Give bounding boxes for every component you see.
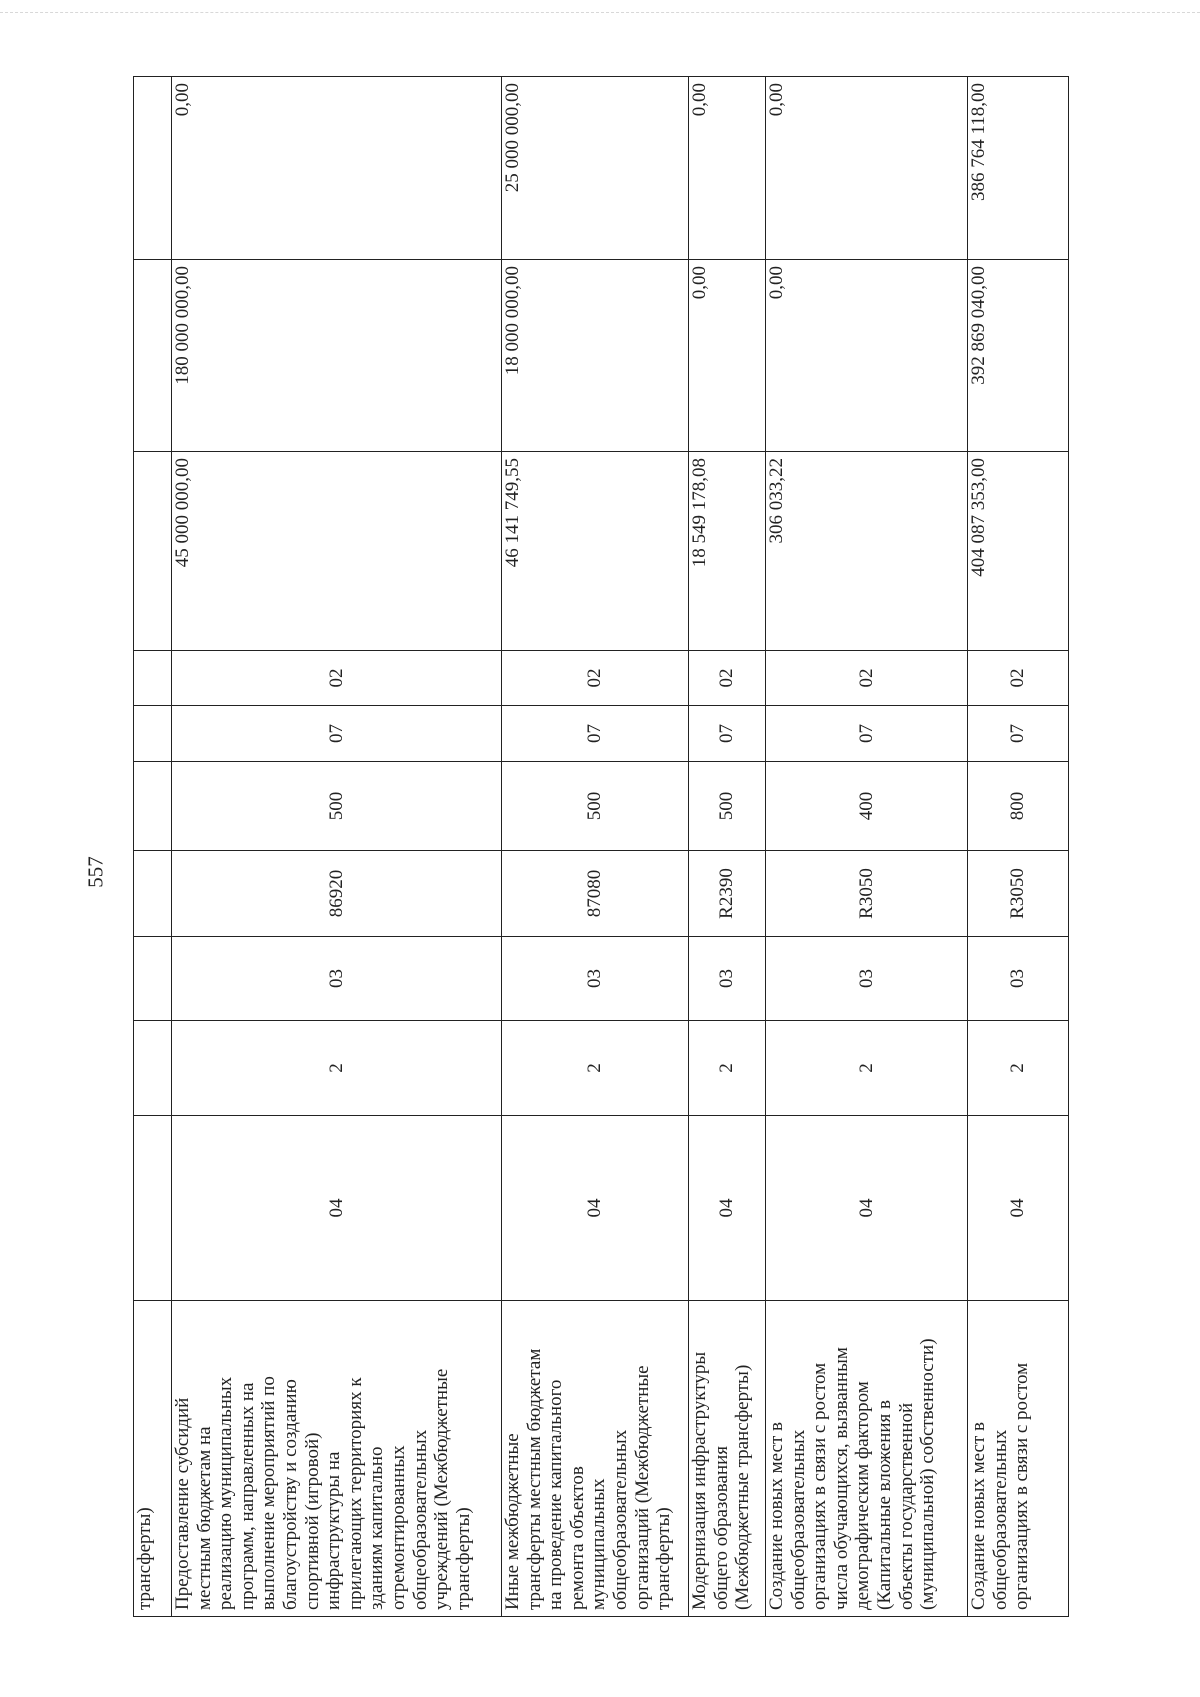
row-name-cell (968, 1301, 1069, 1617)
amount-cell (134, 260, 172, 452)
row-name-cell (502, 1301, 689, 1617)
code-cell: 400 (766, 762, 968, 851)
code-cell: 02 (968, 651, 1069, 706)
code-cell (134, 1116, 172, 1301)
row-name-text: Предоставление субсидий местным бюджетам на реализацию муниципальных программ, направленных на выполнение мероприятий по благоустройству и созданию спортивной (игровой) инфраструктуры на прилегающих территориях к зданиям капитально отремонтированных общеобразовательных учреждений (Межбюджетные трансферты) (172, 1368, 474, 1610)
amount-cell: 18 549 178,08 (689, 452, 766, 651)
row-name-text: Создание новых мест в общеобразовательных организациях в связи с ростом (968, 1362, 1033, 1610)
amount-cell: 404 087 353,00 (968, 452, 1069, 651)
row-name-text: трансферты) (134, 1507, 155, 1610)
table-row (502, 77, 689, 1617)
row-name-text: Создание новых мест в общеобразовательных организациях в связи с ростом числа обучающихся, вызванным демографическим фактором (Капитальные вложения в объекты государственной (муниципальной) собственности) (766, 1338, 939, 1610)
amount-cell: 25 000 000,00 (502, 77, 689, 260)
scan-edge-line (0, 12, 1200, 13)
code-cell: 07 (968, 706, 1069, 762)
code-cell: 03 (502, 937, 689, 1021)
code-cell: 02 (172, 651, 502, 706)
code-cell: 800 (968, 762, 1069, 851)
code-cell (134, 706, 172, 762)
code-cell: 500 (502, 762, 689, 851)
row-name-cell (134, 1301, 172, 1617)
code-cell: 04 (766, 1116, 968, 1301)
table-row (134, 77, 172, 1617)
code-cell: 500 (689, 762, 766, 851)
amount-cell: 392 869 040,00 (968, 260, 1069, 452)
amount-cell: 180 000 000,00 (172, 260, 502, 452)
amount-cell (134, 77, 172, 260)
code-cell: 03 (172, 937, 502, 1021)
code-cell (134, 762, 172, 851)
amount-cell: 45 000 000,00 (172, 452, 502, 651)
amount-cell (134, 452, 172, 651)
amount-cell: 386 764 118,00 (968, 77, 1069, 260)
code-cell: 02 (689, 651, 766, 706)
code-cell: 07 (172, 706, 502, 762)
row-name-cell (766, 1301, 968, 1617)
budget-table (133, 76, 1069, 1617)
code-cell: 02 (766, 651, 968, 706)
code-cell: 07 (766, 706, 968, 762)
code-cell: 03 (689, 937, 766, 1021)
table-row (968, 77, 1069, 1617)
code-cell (134, 851, 172, 937)
amount-cell: 0,00 (172, 77, 502, 260)
row-name-cell (689, 1301, 766, 1617)
code-cell: 2 (968, 1021, 1069, 1116)
amount-cell: 0,00 (766, 260, 968, 452)
code-cell: 04 (502, 1116, 689, 1301)
code-cell: 03 (766, 937, 968, 1021)
code-cell: 2 (689, 1021, 766, 1116)
code-cell: 500 (172, 762, 502, 851)
code-cell: R2390 (689, 851, 766, 937)
page-number: 557 (83, 856, 108, 888)
code-cell: 04 (968, 1116, 1069, 1301)
table-row (766, 77, 968, 1617)
rotated-table-wrapper (133, 77, 1068, 1617)
code-cell: 2 (766, 1021, 968, 1116)
code-cell (134, 651, 172, 706)
code-cell: R3050 (766, 851, 968, 937)
amount-cell: 0,00 (689, 77, 766, 260)
code-cell (134, 937, 172, 1021)
code-cell: 04 (689, 1116, 766, 1301)
code-cell: 87080 (502, 851, 689, 937)
code-cell: R3050 (968, 851, 1069, 937)
code-cell: 2 (172, 1021, 502, 1116)
code-cell (134, 1021, 172, 1116)
amount-cell: 0,00 (766, 77, 968, 260)
row-name-cell (172, 1301, 502, 1617)
code-cell: 04 (172, 1116, 502, 1301)
table-row (689, 77, 766, 1617)
row-name-text: Модернизация инфраструктуры общего образования (Межбюджетные трансферты) (689, 1351, 754, 1610)
code-cell: 03 (968, 937, 1069, 1021)
amount-cell: 0,00 (689, 260, 766, 452)
amount-cell: 306 033,22 (766, 452, 968, 651)
amount-cell: 18 000 000,00 (502, 260, 689, 452)
row-name-text: Иные межбюджетные трансферты местным бюджетам на проведение капитального ремонта объектов муниципальных общеобразовательных организаций (Межбюджетные трансферты) (502, 1348, 675, 1610)
table-row (172, 77, 502, 1617)
code-cell: 86920 (172, 851, 502, 937)
code-cell: 07 (502, 706, 689, 762)
code-cell: 2 (502, 1021, 689, 1116)
code-cell: 07 (689, 706, 766, 762)
code-cell: 02 (502, 651, 689, 706)
amount-cell: 46 141 749,55 (502, 452, 689, 651)
